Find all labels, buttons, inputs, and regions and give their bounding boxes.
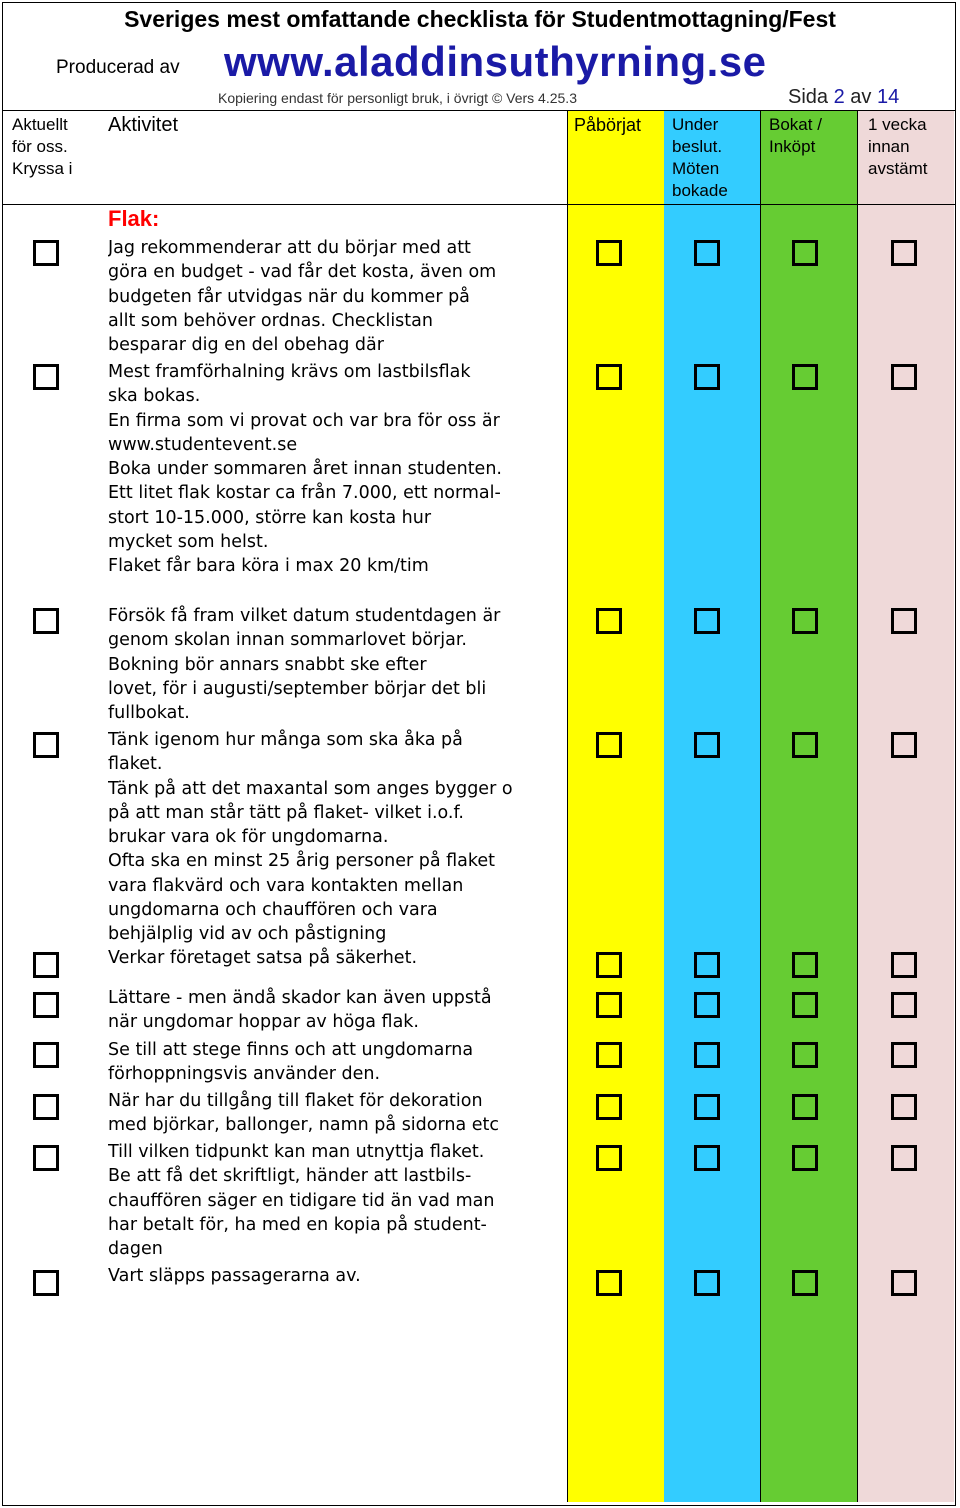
column-header-undecided <box>672 114 762 202</box>
copyright-symbol: © <box>491 90 503 106</box>
checkbox-undecided[interactable] <box>694 1145 720 1171</box>
checkbox-booked[interactable] <box>792 732 818 758</box>
checkbox-week-before[interactable] <box>891 992 917 1018</box>
checkbox-undecided[interactable] <box>694 732 720 758</box>
header-current-line-1: Aktuellt <box>12 115 68 134</box>
column-header-activity: Aktivitet <box>108 114 179 136</box>
checkbox-undecided[interactable] <box>694 1270 720 1296</box>
row-text-line: Boka under sommaren året innan studenten. <box>108 459 502 480</box>
column-header-week-before <box>868 114 958 180</box>
row-text-line: brukar vara ok för ungdomarna. <box>108 827 389 848</box>
checkbox-current[interactable] <box>33 240 59 266</box>
checkbox-week-before[interactable] <box>891 240 917 266</box>
checkbox-undecided[interactable] <box>694 240 720 266</box>
row-text-line: med björkar, ballonger, namn på sidorna etc <box>108 1115 499 1136</box>
checkbox-undecided[interactable] <box>694 608 720 634</box>
column-header-started <box>574 114 664 136</box>
checkbox-current[interactable] <box>33 1270 59 1296</box>
header-started-line-1: Påbörjat <box>574 115 642 135</box>
row-text-line: Vart släpps passagerarna av. <box>108 1266 361 1286</box>
row-text-line: har betalt för, ha med en kopia på student- <box>108 1214 487 1235</box>
header-week-line-3: avstämt <box>868 159 928 178</box>
header-booked-line-2: Inköpt <box>769 137 816 156</box>
checkbox-booked[interactable] <box>792 1270 818 1296</box>
version-label: Vers 4.25.3 <box>506 90 577 106</box>
checkbox-started[interactable] <box>596 1270 622 1296</box>
checkbox-week-before[interactable] <box>891 364 917 390</box>
header-undecided-line-2: beslut. <box>672 137 723 156</box>
checkbox-undecided[interactable] <box>694 1094 720 1120</box>
row-text-line: ungdomarna och chauffören och vara <box>108 900 438 921</box>
row-text-line: Till vilken tidpunkt kan man utnyttja flaket. <box>108 1142 485 1162</box>
checkbox-undecided[interactable] <box>694 992 720 1018</box>
row-text-line: När har du tillgång till flaket för dekoration <box>108 1091 483 1111</box>
checkbox-booked[interactable] <box>792 608 818 634</box>
header-week-line-2: innan <box>868 137 910 156</box>
row-text-line: Jag rekommenderar att du börjar med att <box>108 238 471 258</box>
checkbox-booked[interactable] <box>792 1042 818 1068</box>
row-text <box>108 946 560 970</box>
checkbox-started[interactable] <box>596 1042 622 1068</box>
checkbox-booked[interactable] <box>792 992 818 1018</box>
row-text-line: En firma som vi provat och var bra för oss är <box>108 410 500 431</box>
row-text-line: Försök få fram vilket datum studentdagen är <box>108 606 501 626</box>
row-text-line: göra en budget - vad får det kosta, även om <box>108 262 497 283</box>
row-text-line: chauffören säger en tidigare tid än vad man <box>108 1190 495 1211</box>
column-header-current <box>12 114 96 180</box>
checkbox-undecided[interactable] <box>694 1042 720 1068</box>
row-text-line: Se till att stege finns och att ungdomarna <box>108 1040 474 1060</box>
checkbox-booked[interactable] <box>792 240 818 266</box>
row-text-line: flaket. <box>108 754 163 775</box>
checkbox-started[interactable] <box>596 364 622 390</box>
checkbox-current[interactable] <box>33 1042 59 1068</box>
checkbox-week-before[interactable] <box>891 1270 917 1296</box>
row-text <box>108 1264 560 1288</box>
row-text-line: Mest framförhalning krävs om lastbilsflak <box>108 362 471 382</box>
checkbox-booked[interactable] <box>792 364 818 390</box>
row-text-line: lovet, för i augusti/september börjar det bli <box>108 678 487 699</box>
copyright-prefix: Kopiering endast för personligt bruk, i övrigt <box>218 90 489 106</box>
checkbox-current[interactable] <box>33 732 59 758</box>
checkbox-week-before[interactable] <box>891 732 917 758</box>
checkbox-week-before[interactable] <box>891 608 917 634</box>
row-text-line: budgeten får utvidgas när du kommer på <box>108 286 470 307</box>
row-text-line: på att man står tätt på flaket- vilket i.o.f. <box>108 802 464 823</box>
row-text-line: genom skolan innan sommarlovet börjar. <box>108 630 467 651</box>
header-current-line-3: Kryssa i <box>12 159 73 178</box>
header-undecided-line-3: Möten <box>672 159 720 178</box>
row-text <box>108 360 560 579</box>
row-text-line: behjälplig vid av och påstigning <box>108 924 387 945</box>
checkbox-booked[interactable] <box>792 952 818 978</box>
checkbox-booked[interactable] <box>792 1094 818 1120</box>
header-undecided-line-1: Under <box>672 115 719 134</box>
checkbox-started[interactable] <box>596 1094 622 1120</box>
checkbox-week-before[interactable] <box>891 952 917 978</box>
page-indicator <box>788 86 899 109</box>
checkbox-week-before[interactable] <box>891 1145 917 1171</box>
producer-label: Producerad av <box>56 57 180 78</box>
checkbox-started[interactable] <box>596 732 622 758</box>
row-text <box>108 986 560 1035</box>
row-text-line: Flaket får bara köra i max 20 km/tim <box>108 556 429 577</box>
website-link[interactable]: www.aladdinsuthyrning.se <box>224 38 767 85</box>
checkbox-undecided[interactable] <box>694 952 720 978</box>
row-text-line: fullbokat. <box>108 703 190 724</box>
checkbox-current[interactable] <box>33 1145 59 1171</box>
checkbox-current[interactable] <box>33 952 59 978</box>
row-text-line: när ungdomar hoppar av höga flak. <box>108 1012 419 1033</box>
checkbox-started[interactable] <box>596 1145 622 1171</box>
header-divider <box>2 110 956 111</box>
page-of-word: av <box>850 86 872 108</box>
checkbox-started[interactable] <box>596 608 622 634</box>
row-text-line: dagen <box>108 1239 163 1260</box>
row-text <box>108 1089 560 1138</box>
row-text-line: Bokning bör annars snabbt ske efter <box>108 654 427 675</box>
row-text <box>108 1140 560 1261</box>
row-text <box>108 236 560 357</box>
checkbox-started[interactable] <box>596 952 622 978</box>
page-number: 2 <box>833 86 845 108</box>
row-text-line: Be att få det skriftligt, händer att lastbils- <box>108 1166 472 1187</box>
row-text-line: Tänk på att det maxantal som anges bygger o <box>108 778 513 799</box>
copyright-note <box>218 90 577 106</box>
header-booked-line-1: Bokat / <box>769 115 822 134</box>
row-text-line: Lättare - men ändå skador kan även uppstå <box>108 988 492 1008</box>
checkbox-week-before[interactable] <box>891 1042 917 1068</box>
document-title: Sveriges mest omfattande checklista för Studentmottagning/Fest <box>124 6 836 32</box>
row-text-line: besparar dig en del obehag där <box>108 335 384 356</box>
column-header-booked <box>769 114 859 158</box>
row-text-line: stort 10-15.000, större kan kosta hur <box>108 507 432 528</box>
row-text <box>108 728 560 947</box>
row-text-line: Tänk igenom hur många som ska åka på <box>108 730 463 750</box>
checkbox-current[interactable] <box>33 608 59 634</box>
page-total: 14 <box>876 86 900 108</box>
checkbox-started[interactable] <box>596 240 622 266</box>
row-text <box>108 604 560 725</box>
row-text-line: allt som behöver ordnas. Checklistan <box>108 310 433 331</box>
checkbox-undecided[interactable] <box>694 364 720 390</box>
row-text-line: Ofta ska en minst 25 årig personer på flaket <box>108 851 496 872</box>
header-week-line-1: 1 vecka <box>868 115 927 134</box>
header-undecided-line-4: bokade <box>672 181 728 200</box>
checkbox-current[interactable] <box>33 364 59 390</box>
page-word: Sida <box>788 86 829 108</box>
row-text-line: vara flakvärd och vara kontakten mellan <box>108 875 464 896</box>
row-text <box>108 1038 560 1087</box>
row-text-line: Verkar företaget satsa på säkerhet. <box>108 948 418 968</box>
row-text-line: Ett litet flak kostar ca från 7.000, ett normal- <box>108 483 501 504</box>
row-text-line: förhoppningsvis använder den. <box>108 1064 381 1085</box>
checkbox-current[interactable] <box>33 992 59 1018</box>
row-text-line: www.studentevent.se <box>108 434 298 455</box>
checkbox-week-before[interactable] <box>891 1094 917 1120</box>
section-title: Flak: <box>108 206 160 231</box>
row-text-line: mycket som helst. <box>108 532 269 553</box>
column-header-divider <box>2 204 956 205</box>
row-text-line: ska bokas. <box>108 386 201 407</box>
checkbox-booked[interactable] <box>792 1145 818 1171</box>
checkbox-current[interactable] <box>33 1094 59 1120</box>
checkbox-started[interactable] <box>596 992 622 1018</box>
header-current-line-2: för oss. <box>12 137 68 156</box>
